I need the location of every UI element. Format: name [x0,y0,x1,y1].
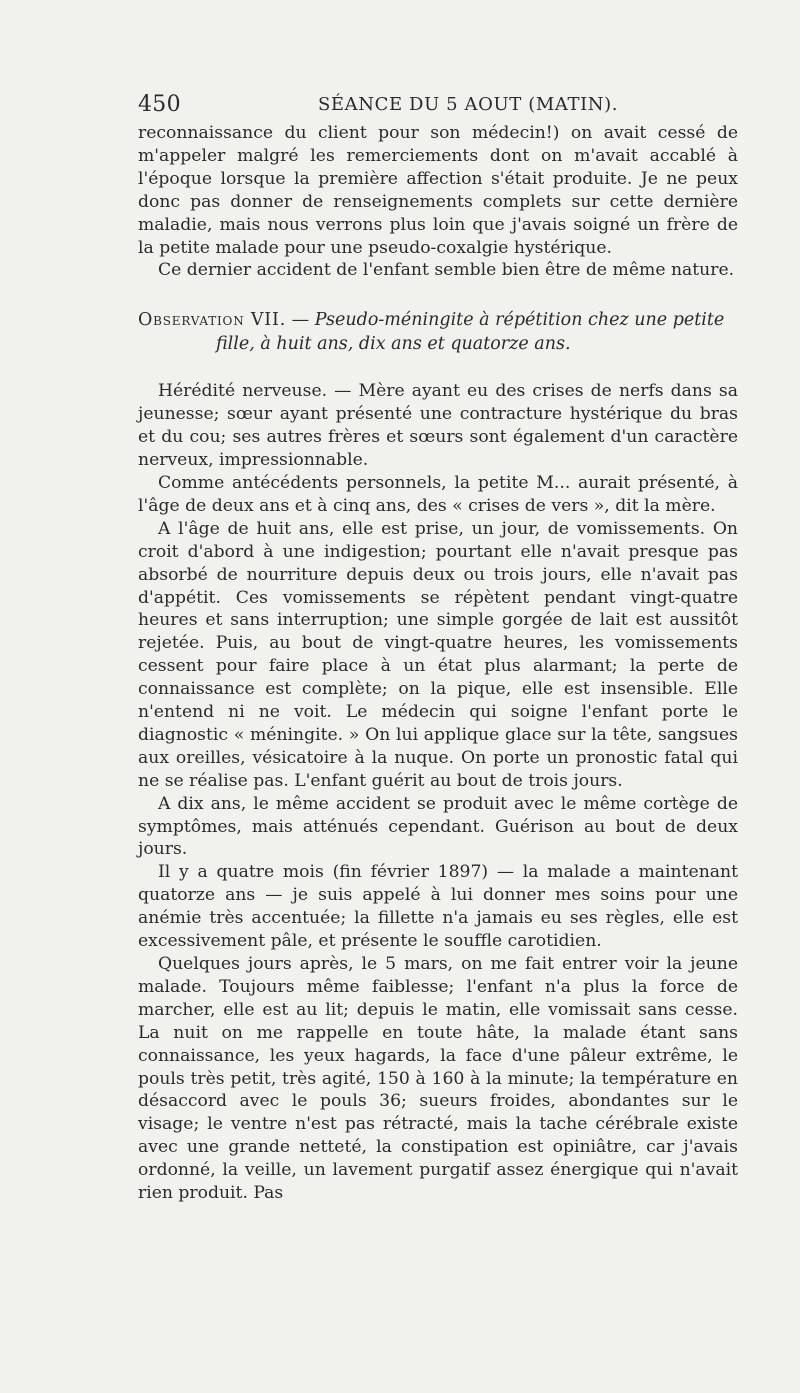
paragraph-heredity: Hérédité nerveuse. — Mère ayant eu des crises de nerfs dans sa jeunesse; sœur ayant présenté une contracture hystérique du bras et du cou; ses autres frères et sœurs sont également d'un caractère nerveux, impressionnable. [138,381,738,471]
paragraph-current-illness: Il y a quatre mois (fin février 1897) — la malade a maintenant quatorze ans — je suis appelé à lui donner mes soins pour une anémie très accentuée; la fillette n'a jamais eu ses règles, elle est excessivement pâle, et présente le souffle carotidien. [138,862,738,952]
running-head: SÉANCE DU 5 AOUT (MATIN). [318,94,619,115]
paragraph-conclusion: Ce dernier accident de l'enfant semble bien être de même nature. [158,260,735,281]
paragraph-continuation: reconnaissance du client pour son médecin!) on avait cessé de m'appeler malgré les remerciements dont on m'avait accablé à l'époque lorsque la première affection s'était produite. Je ne peux donc pas donner de renseignements complets sur cette dernière maladie, mais nous verrons plus loin que j'avais soigné un frère de la petite malade pour une pseudo-coxalgie hystérique. [138,123,738,258]
page-number: 450 [138,92,181,117]
observation-heading-line-1 [138,308,738,332]
observation-label: Observation VII. [138,310,287,331]
paragraph-age-ten: A dix ans, le même accident se produit avec le même cortège de symptômes, mais atténués cependant. Guérison au bout de deux jours. [138,793,738,860]
body-text [138,122,738,1205]
observation-heading [138,308,738,356]
observation-title-part-1: Pseudo-méningite à répétition chez une petite [314,310,725,331]
page-header [138,92,738,122]
observation-title-part-2: fille, à huit ans, dix ans et quatorze ans. [216,334,571,355]
paragraph-march-episode: Quelques jours après, le 5 mars, on me fait entrer voir la jeune malade. Toujours même faiblesse; l'enfant n'a plus la force de marcher, elle est au lit; depuis le matin, elle vomissait sans cesse. La nuit on me rappelle en toute hâte, la malade étant sans connaissance, les yeux hagards, la face d'une pâleur extrême, le pouls très petit, très agité, 150 à 160 à la minute; la température en désaccord avec le pouls 36; sueurs froides, abondantes sur le visage; le ventre n'est pas rétracté, mais la tache cérébrale existe avec une grande netteté, la constipation est opiniâtre, car j'avais ordonné, la veille, un lavement purgatif assez énergique qui n'avait rien produit. Pas [138,954,738,1204]
observation-separator: — [286,310,315,331]
paragraph-age-eight: A l'âge de huit ans, elle est prise, un jour, de vomissements. On croit d'abord à une indigestion; pourtant elle n'avait presque pas absorbé de nourriture depuis deux ou trois jours, elle n'avait pas d'appétit. Ces vomissements se répètent pendant vingt-quatre heures et sans interruption; une simple gorgée de lait est aussitôt rejetée. Puis, au bout de vingt-quatre heures, les vomissements cessent pour faire place à un état plus alarmant; la perte de connaissance est complète; on la pique, elle est insensible. Elle n'entend ni ne voit. Le médecin qui soigne l'enfant porte le diagnostic « méningite. » On lui applique glace sur la tête, sangsues aux oreilles, vésicatoire à la nuque. On porte un pronostic fatal qui ne se réalise pas. L'enfant guérit au bout de trois jours. [138,518,738,791]
paragraph-personal-history: Comme antécédents personnels, la petite M... aurait présenté, à l'âge de deux ans et à cinq ans, des « crises de vers », dit la mère. [138,472,738,516]
